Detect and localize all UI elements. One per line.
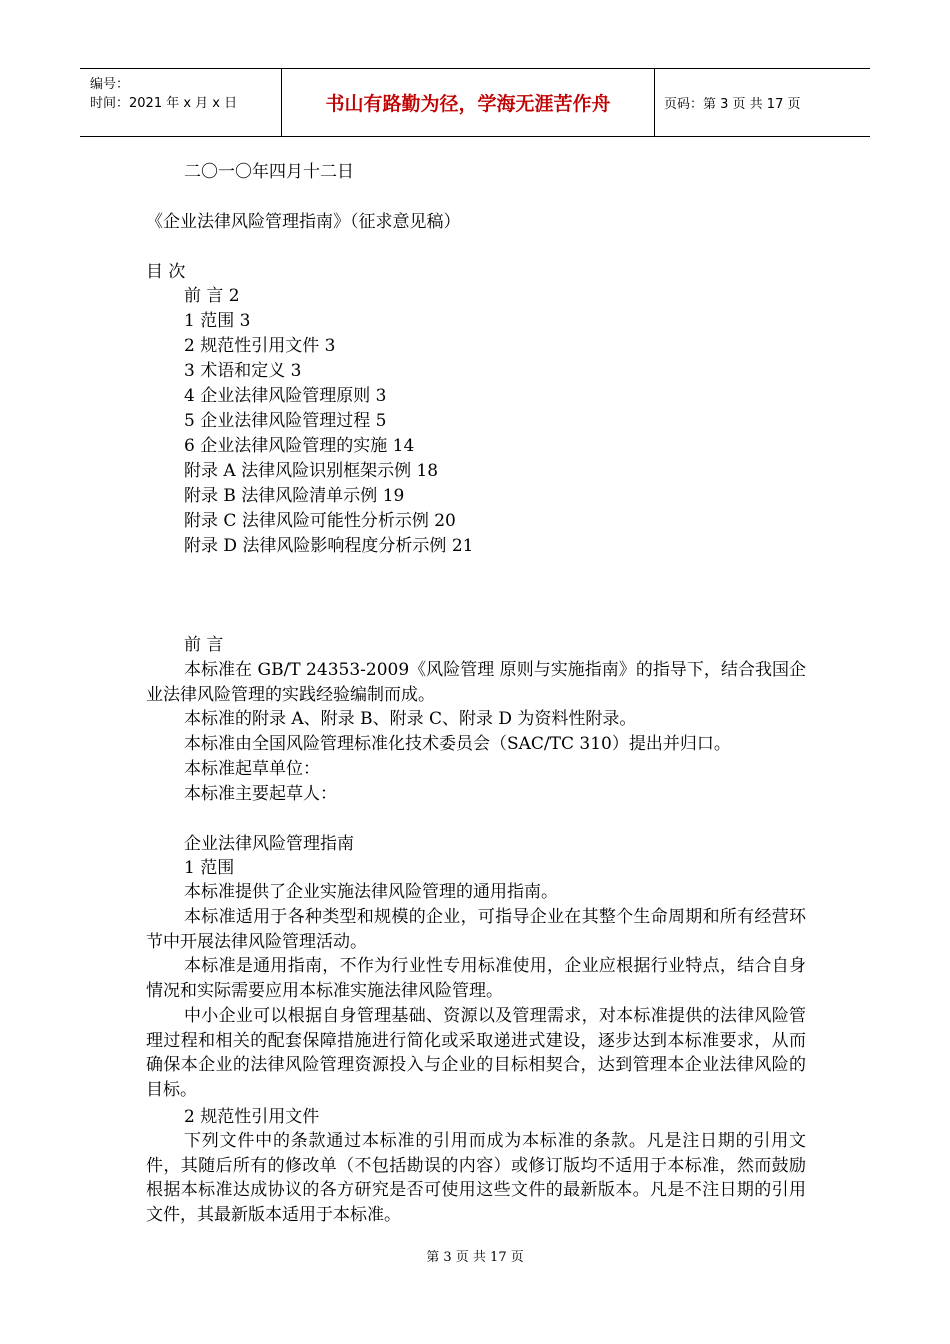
body-paragraph: 下列文件中的条款通过本标准的引用而成为本标准的条款。凡是注日期的引用文件，其随后所有的修改单（不包括勘误的内容）或修订版均不适用于本标准，然而鼓励根据本标准达成协议的各方研究是否可使用这些文件的最新版本。凡是不注日期的引用文件，其最新版本适用于本标准。 — [146, 1131, 806, 1225]
date-line: 二〇一〇年四月十二日 — [184, 162, 354, 182]
preface-paragraph: 本标准主要起草人： — [184, 784, 337, 804]
preface-heading: 前 言 — [184, 635, 224, 655]
toc-item: 6 企业法律风险管理的实施 14 — [184, 436, 415, 456]
toc-item: 附录 C 法律风险可能性分析示例 20 — [184, 511, 456, 531]
toc-item: 前 言 2 — [184, 286, 240, 306]
body-paragraph: 本标准适用于各种类型和规模的企业，可指导企业在其整个生命周期和所有经营环节中开展法律风险管理活动。 — [146, 907, 806, 952]
preface-paragraph: 本标准在 GB/T 24353-2009《风险管理 原则与实施指南》的指导下，结合我国企业法律风险管理的实践经验编制而成。 — [146, 660, 806, 705]
body-paragraph: 本标准提供了企业实施法律风险管理的通用指南。 — [184, 882, 558, 902]
time-label: 时间：2021 年 x 月 x 日 — [90, 96, 238, 111]
page-header — [80, 68, 870, 137]
guide-title: 企业法律风险管理指南 — [184, 834, 354, 854]
toc-item: 附录 A 法律风险识别框架示例 18 — [184, 461, 439, 481]
body-paragraph: 中小企业可以根据自身管理基础、资源以及管理需求，对本标准提供的法律风险管理过程和相关的配套保障措施进行简化或采取递进式建设，逐步达到本标准要求，从而确保本企业的法律风险管理资源投入与企业的目标相契合，达到管理本企业法律风险的目标。 — [146, 1006, 806, 1100]
preface-paragraph: 本标准起草单位： — [184, 759, 320, 779]
header-meta — [90, 75, 237, 113]
document-title: 《企业法律风险管理指南》（征求意见稿） — [146, 212, 461, 232]
toc-item: 3 术语和定义 3 — [184, 361, 302, 381]
toc-item: 1 范围 3 — [184, 311, 251, 331]
section-heading: 1 范围 — [184, 858, 235, 878]
toc-item: 2 规范性引用文件 3 — [184, 336, 336, 356]
header-motto: 书山有路勤为径，学海无涯苦作舟 — [325, 93, 611, 115]
toc-item: 5 企业法律风险管理过程 5 — [184, 411, 387, 431]
page-footer: 第 3 页 共 17 页 — [426, 1250, 524, 1265]
toc-heading: 目 次 — [146, 262, 186, 282]
section-heading: 2 规范性引用文件 — [184, 1107, 320, 1127]
number-label: 编号： — [90, 77, 130, 92]
toc-item: 附录 B 法律风险清单示例 19 — [184, 486, 405, 506]
toc-item: 附录 D 法律风险影响程度分析示例 21 — [184, 536, 474, 556]
preface-paragraph: 本标准的附录 A、附录 B、附录 C、附录 D 为资料性附录。 — [184, 709, 637, 729]
header-page-label: 页码：第 3 页 共 17 页 — [664, 97, 801, 112]
toc-item: 4 企业法律风险管理原则 3 — [184, 386, 387, 406]
header-divider — [654, 69, 655, 136]
body-paragraph: 本标准是通用指南，不作为行业性专用标准使用，企业应根据行业特点，结合自身情况和实际需要应用本标准实施法律风险管理。 — [146, 956, 806, 1001]
preface-paragraph: 本标准由全国风险管理标准化技术委员会（SAC/TC 310）提出并归口。 — [184, 734, 731, 754]
